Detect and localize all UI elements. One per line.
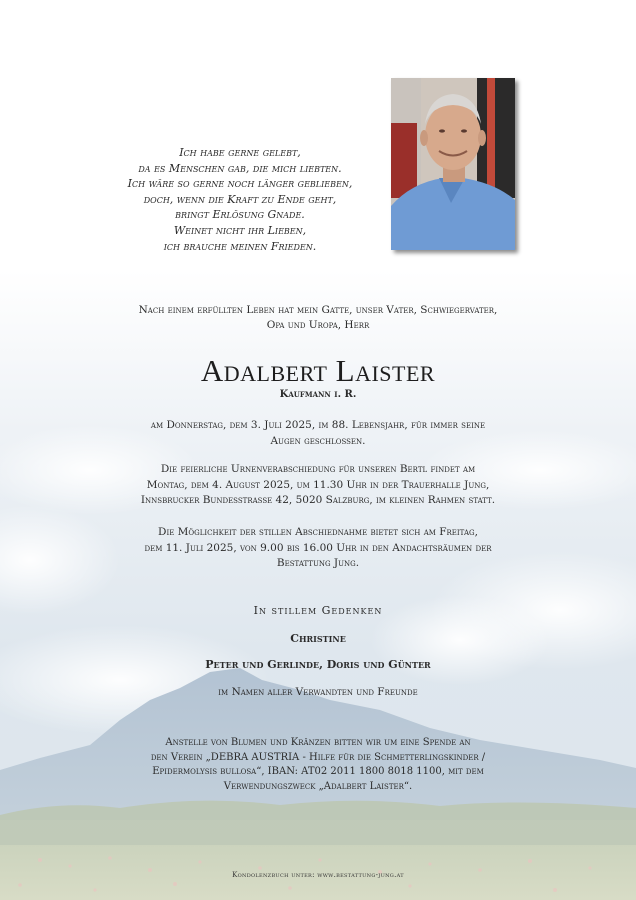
poem-line: bringt Erlösung Gnade.: [175, 208, 305, 222]
intro-line: Opa und Uropa, Herr: [266, 319, 370, 331]
paragraph-line: Augen geschlossen.: [270, 434, 366, 447]
donation-line: Anstelle von Blumen und Kränzen bitten wir um eine Spende an: [165, 737, 471, 748]
poem: [95, 145, 385, 254]
mourner-name: Christine: [290, 632, 346, 645]
paragraph-line: dem 11. Juli 2025, von 9.00 bis 16.00 Uhr in den Andachtsräumen der: [144, 541, 492, 554]
donation-line: Verwendungszweck „Adalbert Laister“.: [223, 780, 413, 792]
death-paragraph: [110, 418, 526, 449]
paragraph-line: Montag, dem 4. August 2025, um 11.30 Uhr in der Trauerhalle Jung,: [146, 478, 490, 491]
deceased-name: Adalbert Laister: [200, 353, 436, 388]
poem-line: Ich habe gerne gelebt,: [179, 146, 301, 159]
intro-text: [60, 303, 576, 333]
poem-line: da es Menschen gab, die mich liebten.: [138, 161, 342, 175]
memory-heading: In stillem Gedenken: [253, 604, 383, 617]
donation-line: Epidermolysis bullosa“, IBAN: AT02 2011 1800 8018 1100, mit dem: [152, 766, 484, 778]
poem-line: doch, wenn die Kraft zu Ende geht,: [143, 192, 337, 206]
poem-line: ich brauche meinen Frieden.: [163, 239, 317, 253]
poem-line: Ich wäre so gerne noch länger geblieben,: [127, 177, 353, 191]
paragraph-line: am Donnerstag, dem 3. Juli 2025, im 88. Lebensjahr, für immer seine: [150, 419, 486, 431]
ceremony-paragraph: [110, 462, 526, 509]
intro-line: Nach einem erfüllten Leben hat mein Gatte, unser Vater, Schwiegervater,: [138, 304, 498, 316]
paragraph-line: Innsbrucker Bundesstrasse 42, 5020 Salzburg, im kleinen Rahmen statt.: [140, 494, 496, 507]
mourner-names: Peter und Gerlinde, Doris und Günter: [205, 658, 431, 671]
farewell-paragraph: [110, 525, 526, 572]
portrait-photo: [391, 78, 515, 250]
paragraph-line: Die Möglichkeit der stillen Abschiednahme bietet sich am Freitag,: [158, 526, 478, 538]
poem-line: Weinet nicht ihr Lieben,: [173, 223, 307, 237]
paragraph-line: Die feierliche Urnenverabschiedung für unseren Bertl findet am: [160, 463, 476, 475]
donation-notice: [120, 736, 516, 794]
donation-line: den Verein „DEBRA AUSTRIA - Hilfe für die Schmetterlingskinder /: [150, 751, 486, 763]
relatives-line: im Namen aller Verwandten und Freunde: [218, 686, 418, 698]
deceased-title: Kaufmann i. R.: [279, 389, 357, 400]
paragraph-line: Bestattung Jung.: [276, 557, 360, 570]
condolence-link[interactable]: Kondolenzbuch unter: www.bestattung-jung.at: [232, 871, 404, 879]
